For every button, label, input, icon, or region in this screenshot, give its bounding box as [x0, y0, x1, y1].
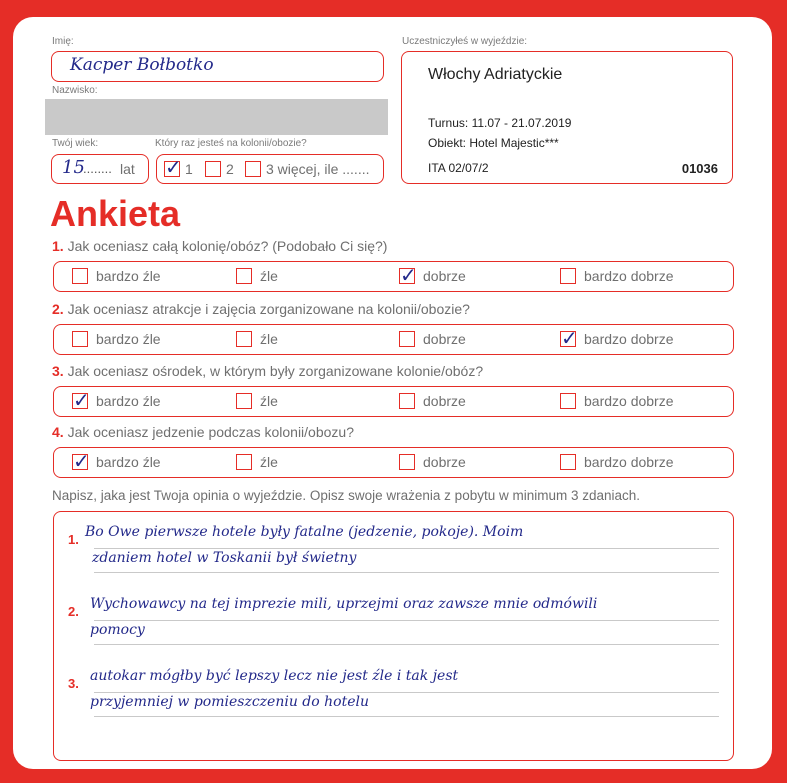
question-number: 1. — [52, 238, 64, 254]
question-4 — [52, 424, 354, 440]
trip-label: Uczestniczyłeś w wyjeździe: — [402, 36, 528, 47]
checkbox-q3-opt3[interactable] — [399, 393, 415, 409]
opinion-box[interactable] — [53, 511, 734, 761]
check-mark-icon: ✓ — [73, 388, 90, 412]
ruled-line — [94, 692, 719, 693]
survey-title: Ankieta — [50, 193, 181, 234]
time-field — [156, 154, 384, 184]
check-mark-icon: ✓ — [73, 449, 90, 473]
option-label: dobrze — [423, 393, 466, 409]
checkbox-q3-opt2[interactable] — [236, 393, 252, 409]
answer-1-line-2: zdaniem hotel w Toskanii był świetny — [92, 550, 357, 566]
trip-box — [401, 51, 733, 184]
checkbox-q2-opt2[interactable] — [236, 331, 252, 347]
trip-code: ITA 02/07/2 — [428, 161, 489, 175]
option-label: źle — [260, 454, 278, 470]
option-label: źle — [260, 331, 278, 347]
option-label: bardzo źle — [96, 268, 161, 284]
option-label: bardzo dobrze — [584, 454, 674, 470]
answer-3-line-2: przyjemniej w pomieszczeniu do hotelu — [90, 694, 369, 710]
answer-2-line-2: pomocy — [90, 622, 145, 638]
time-option-3: 3 więcej, ile ....... — [266, 161, 370, 177]
option-label: dobrze — [423, 268, 466, 284]
option-label: bardzo dobrze — [584, 268, 674, 284]
age-value: 15 — [62, 157, 85, 178]
option-label: bardzo dobrze — [584, 331, 674, 347]
time-option-2: 2 — [226, 161, 234, 177]
name-label: Imię: — [52, 36, 74, 47]
age-unit: lat — [120, 161, 135, 177]
checkbox-q1-opt4[interactable] — [560, 268, 576, 284]
option-label: bardzo źle — [96, 393, 161, 409]
checkbox-q2-opt3[interactable] — [399, 331, 415, 347]
time-checkbox-3[interactable] — [245, 161, 261, 177]
question-text: Jak oceniasz całą kolonię/obóz? (Podobało Ci się?) — [67, 238, 388, 254]
checkbox-q4-opt3[interactable] — [399, 454, 415, 470]
question-3 — [52, 363, 483, 379]
name-value: Kacper Bołbotko — [70, 55, 214, 75]
age-dots: ........ — [83, 161, 112, 176]
check-mark-icon: ✓ — [400, 263, 417, 287]
check-mark-icon: ✓ — [165, 155, 182, 179]
time-label: Który raz jesteś na kolonii/obozie? — [155, 138, 307, 149]
option-label: źle — [260, 393, 278, 409]
answer-row-4 — [53, 447, 734, 478]
answer-2-line-1: Wychowawcy na tej imprezie mili, uprzejmi oraz zawsze mnie odmówili — [90, 596, 598, 612]
trip-name: Włochy Adriatyckie — [428, 66, 563, 83]
answer-row-2 — [53, 324, 734, 355]
surname-redacted — [45, 99, 388, 135]
option-label: źle — [260, 268, 278, 284]
age-label: Twój wiek: — [52, 138, 99, 149]
time-option-1: 1 — [185, 161, 193, 177]
question-number: 4. — [52, 424, 64, 440]
ruled-line — [94, 644, 719, 645]
answer-number-3: 3. — [68, 676, 79, 691]
option-label: bardzo źle — [96, 454, 161, 470]
option-label: bardzo źle — [96, 331, 161, 347]
question-text: Jak oceniasz jedzenie podczas kolonii/obozu? — [67, 424, 354, 440]
option-label: dobrze — [423, 331, 466, 347]
checkbox-q4-opt2[interactable] — [236, 454, 252, 470]
option-label: bardzo dobrze — [584, 393, 674, 409]
surname-label: Nazwisko: — [52, 85, 98, 96]
answer-3-line-1: autokar mógłby być lepszy lecz nie jest źle i tak jest — [90, 668, 459, 684]
answer-1-line-1: Bo Owe pierwsze hotele były fatalne (jedzenie, pokoje). Moim — [85, 524, 524, 540]
age-field[interactable] — [51, 154, 149, 184]
question-text: Jak oceniasz atrakcje i zajęcia zorganizowane na kolonii/obozie? — [67, 301, 470, 317]
option-label: dobrze — [423, 454, 466, 470]
trip-number: 01036 — [681, 161, 718, 176]
ruled-line — [94, 716, 719, 717]
ruled-line — [94, 548, 719, 549]
answer-number-1: 1. — [68, 532, 79, 547]
answer-number-2: 2. — [68, 604, 79, 619]
question-number: 3. — [52, 363, 64, 379]
checkbox-q4-opt4[interactable] — [560, 454, 576, 470]
answer-row-3 — [53, 386, 734, 417]
checkbox-q1-opt1[interactable] — [72, 268, 88, 284]
checkbox-q3-opt4[interactable] — [560, 393, 576, 409]
check-mark-icon: ✓ — [561, 326, 578, 350]
time-checkbox-2[interactable] — [205, 161, 221, 177]
question-text: Jak oceniasz ośrodek, w którym były zorganizowane kolonie/obóz? — [67, 363, 484, 379]
ruled-line — [94, 620, 719, 621]
name-field[interactable] — [51, 51, 384, 82]
trip-turnus: Turnus: 11.07 - 21.07.2019 — [428, 116, 572, 130]
checkbox-q1-opt2[interactable] — [236, 268, 252, 284]
answer-row-1 — [53, 261, 734, 292]
ruled-line — [94, 572, 719, 573]
survey-sheet — [13, 17, 772, 769]
question-1 — [52, 238, 387, 254]
question-number: 2. — [52, 301, 64, 317]
opinion-prompt: Napisz, jaka jest Twoja opinia o wyjeździe. Opisz swoje wrażenia z pobytu w minimum 3 zdaniach. — [52, 488, 641, 503]
question-2 — [52, 301, 470, 317]
checkbox-q2-opt1[interactable] — [72, 331, 88, 347]
trip-object: Obiekt: Hotel Majestic*** — [428, 136, 559, 150]
